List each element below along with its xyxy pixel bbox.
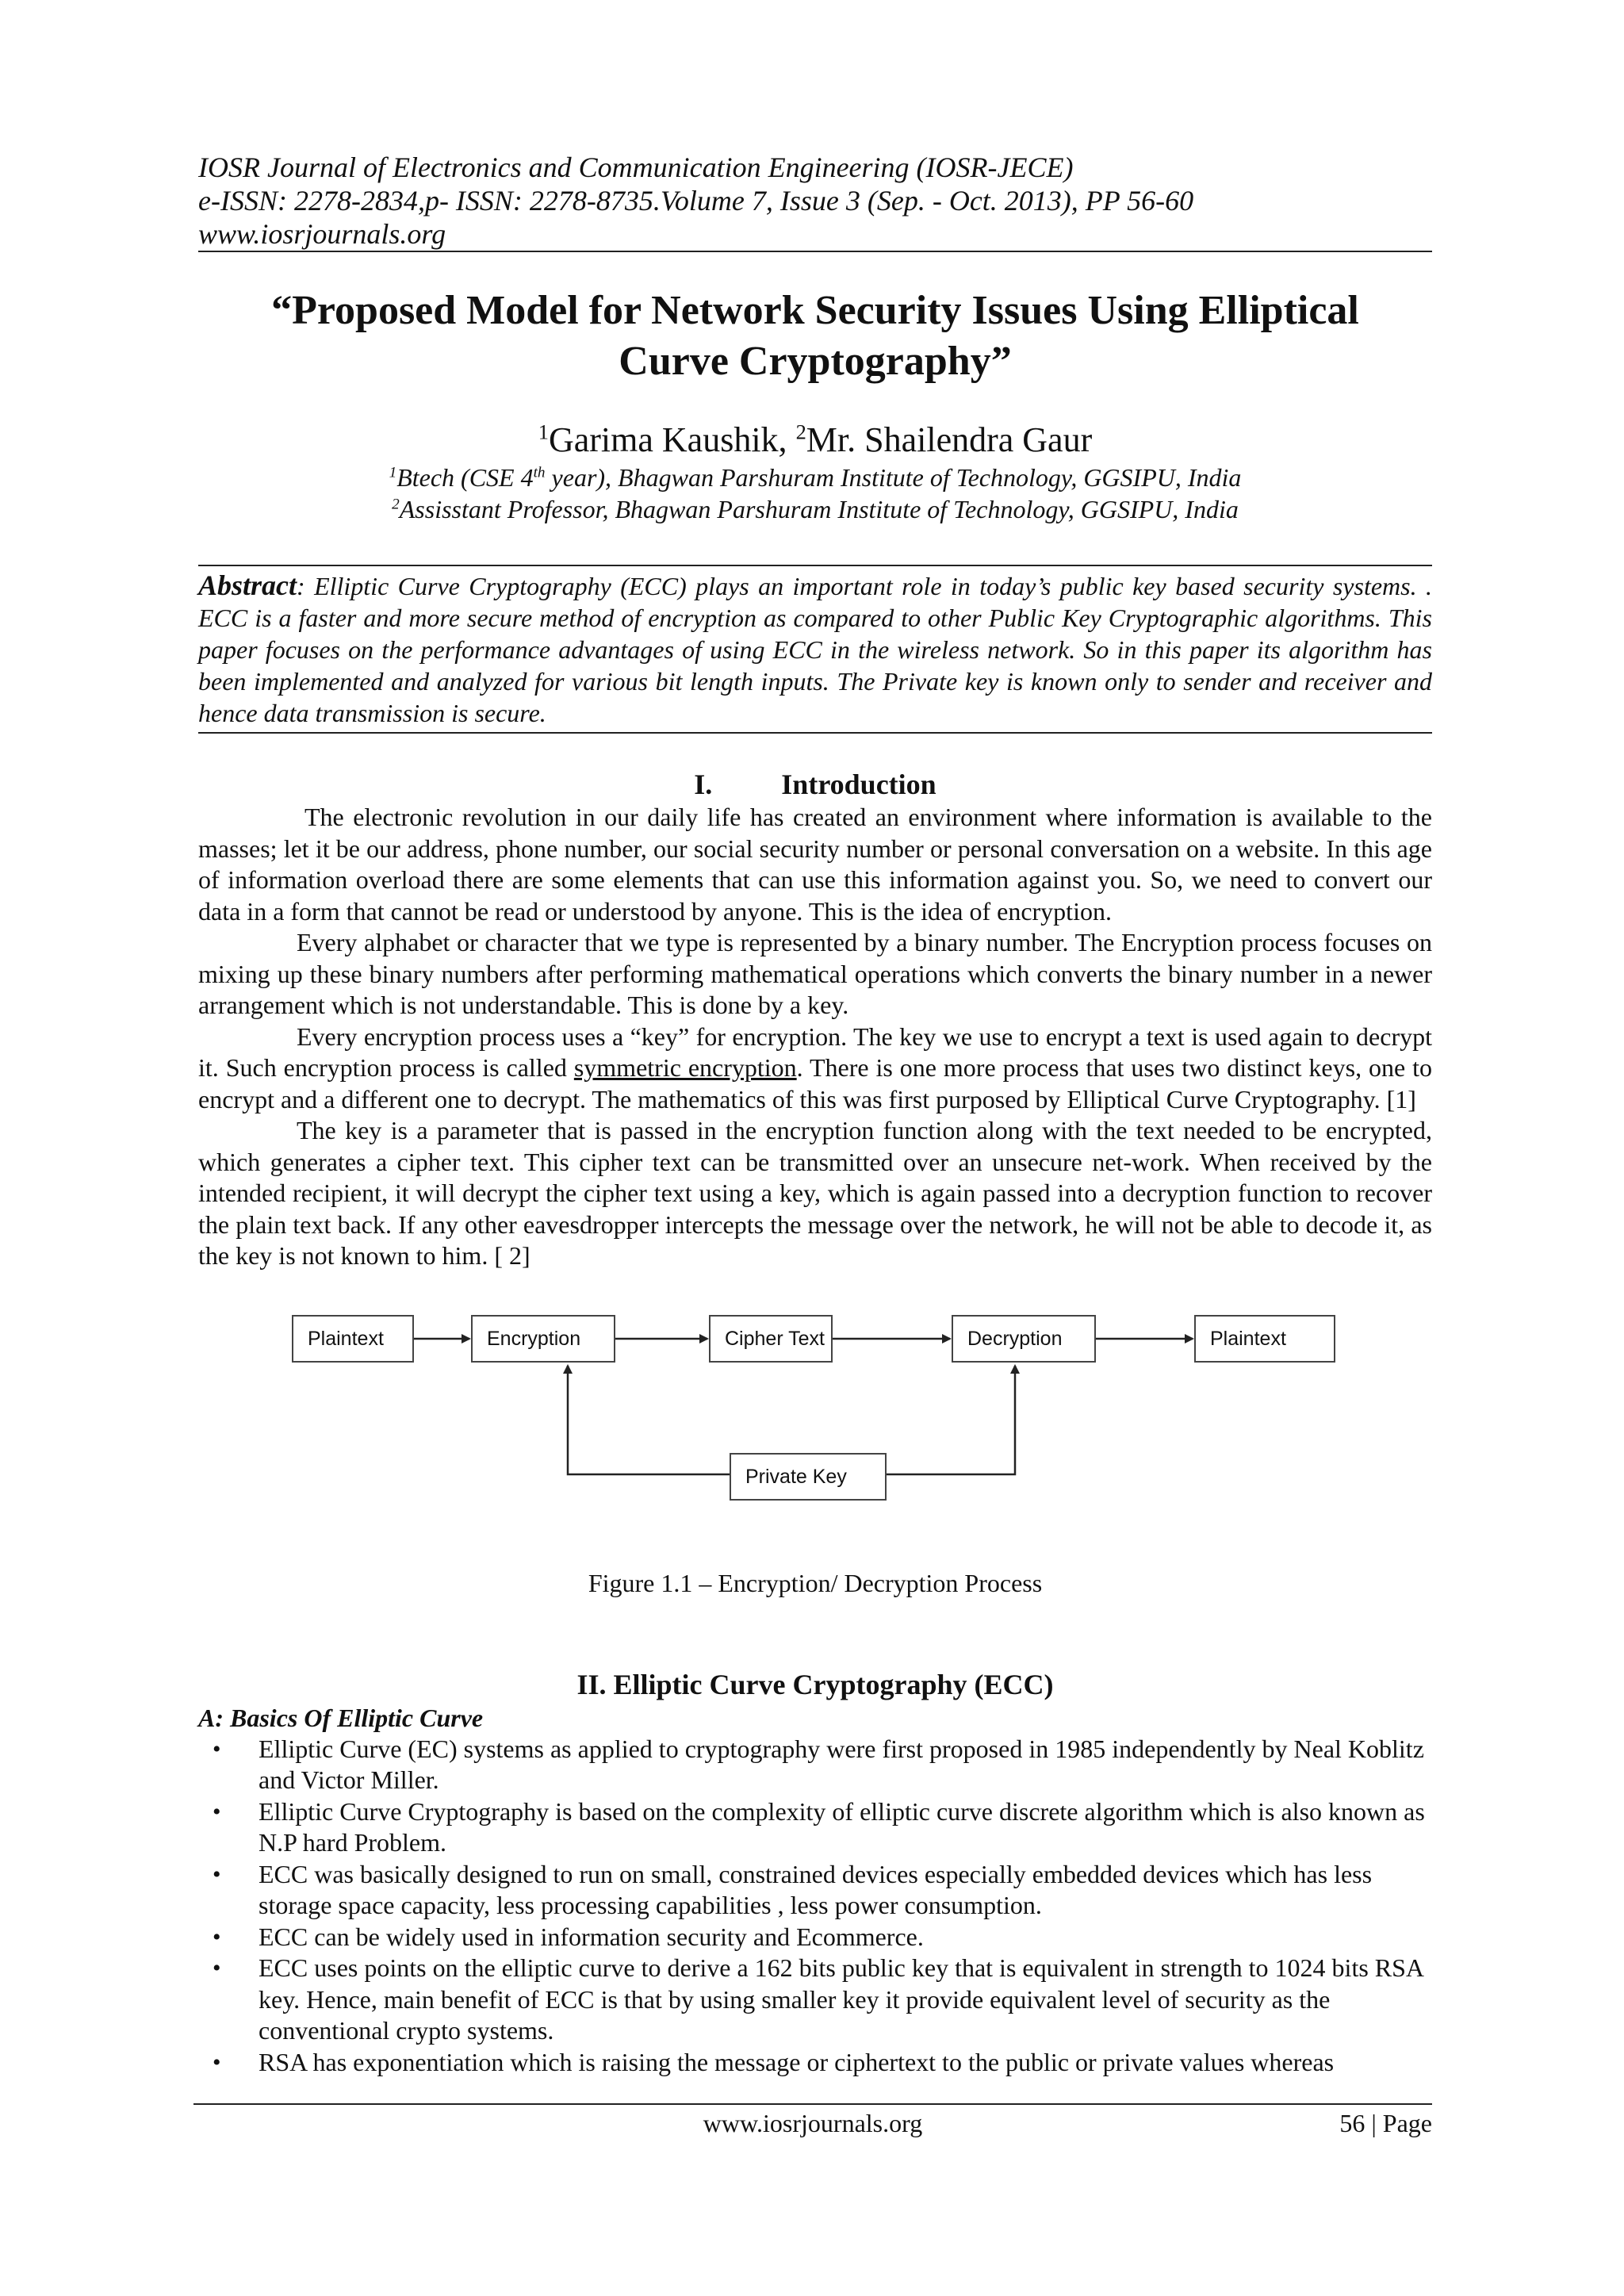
author-list [198,419,1432,462]
abstract [198,569,1432,729]
affiliation-1-text-b: year), Bhagwan Parshuram Institute of Technology, GGSIPU, India [545,463,1242,492]
intro-paragraph-3-text-b: . There is one more process that uses two distinct keys, one to encrypt and a different one to decrypt. The mathematics of this was first purposed by Elliptical Curve Cryptography. [1] [198,1053,1433,1114]
author-2-name: Mr. Shailendra Gaur [806,420,1093,459]
ecc-bullet-list [198,1734,1432,2079]
list-item [198,1922,1432,1953]
arrow-key-to-encryption [568,1366,730,1474]
footer-website[interactable]: www.iosrjournals.org [703,2109,923,2137]
bullet-glyph: • [213,1923,221,1950]
decryption-box: Decryption [952,1315,1096,1363]
private-key-box: Private Key [730,1453,887,1501]
intro-paragraph-3 [198,1022,1432,1116]
section-1-title: Introduction [781,769,936,800]
arrow-key-to-decryption [887,1366,1015,1474]
intro-paragraph-1: The electronic revolution in our daily life has created an environment where information is available to the masses; let it be our address, phone number, our social security number or personal conversation on a website. In this age of information overload there are some elements that can use this information against you. So, we need to convert our data in a form that cannot be read or understood by anyone. This is the idea of encryption. [198,803,1432,926]
abstract-bottom-rule [198,732,1432,734]
bullet-glyph: • [213,1735,221,1762]
footer-row [193,2105,1432,2141]
affiliation-1-number: 1 [389,464,397,481]
abstract-top-rule [198,565,1432,566]
page-number: 56 | Page [1339,2109,1432,2137]
list-item [198,2047,1432,2079]
figure-caption: Figure 1.1 – Encryption/ Decryption Process [588,1568,1043,1597]
list-item [198,1796,1432,1859]
subsection-a-heading: A: Basics Of Elliptic Curve [198,1703,484,1732]
section-1-number: I. [694,769,713,800]
journal-website[interactable]: www.iosrjournals.org [198,218,446,250]
affiliation-1 [198,462,1432,493]
journal-name: IOSR Journal of Electronics and Communication Engineering (IOSR-JECE) [198,151,1074,183]
symmetric-encryption-link[interactable]: symmetric encryption [573,1053,797,1082]
bullet-glyph: • [213,2049,221,2076]
list-item [198,1859,1432,1922]
intro-paragraph-2: Every alphabet or character that we type is represented by a binary number. The Encryption process focuses on mixing up these binary numbers after performing mathematical operations which converts the binary number in a newer arrangement which is not understandable. This is done by a key. [198,928,1432,1019]
list-item-text: Elliptic Curve Cryptography is based on the complexity of elliptic curve discrete algorithm which is also known as N.P hard Problem. [259,1796,1425,1857]
affiliation-2 [198,493,1432,525]
encryption-figure [198,1313,1432,1567]
list-item-text: Elliptic Curve (EC) systems as applied to cryptography were first proposed in 1985 independently by Neal Koblitz and Victor Miller. [259,1734,1424,1794]
author-1-number: 1 [538,420,549,444]
list-item-text: ECC uses points on the elliptic curve to derive a 162 bits public key that is equivalent in strength to 1024 bits RSA key. Hence, main benefit of ECC is that by using smaller key it provide equivalent level of security as the conventional crypto systems. [259,1953,1423,2045]
affiliation-2-number: 2 [392,496,400,513]
author-1-name: Garima Kaushik, [548,420,796,459]
header-rule [198,251,1432,252]
bullet-glyph: • [213,1861,221,1888]
abstract-label: Abstract [198,569,297,601]
list-item-text: ECC can be widely used in information security and Ecommerce. [259,1922,924,1951]
intro-paragraph-4: The key is a parameter that is passed in the encryption function along with the text needed to be encrypted, which generates a cipher text. This cipher text can be transmitted over an unsecure net-work. When received by the intended recipient, it will decrypt the cipher text using a key, which is again passed into a decryption function to recover the plain text back. If any other eavesdropper intercepts the message over the network, he will not be able to decode it, as the key is not known to him. [ 2] [198,1116,1432,1270]
encryption-box: Encryption [471,1315,615,1363]
issn-line: e-ISSN: 2278-2834,p- ISSN: 2278-8735.Volume 7, Issue 3 (Sep. - Oct. 2013), PP 56-60 [198,185,1194,217]
page-footer [193,2103,1432,2141]
list-item-text: RSA has exponentiation which is raising the message or ciphertext to the public or private values whereas [259,2047,1335,2076]
plaintext-box-output: Plaintext [1194,1315,1335,1363]
abstract-text-b: . . ECC is a faster and more secure method of encryption as compared to other Public Key Cryptographic algorithms. This paper focuses on the performance advantages of using ECC in the wireless network. So in this paper its algorithm has been implemented and analyzed for various bit length inputs. The Private key is known only to sender and receiver and hence data transmission is secure. [198,572,1433,727]
abstract-text-a: : Elliptic Curve Cryptography (ECC) plays an important role in today’s public key based security systems [297,572,1411,600]
title-line-2: Curve Cryptography” [619,339,1012,384]
list-item-text: ECC was basically designed to run on small, constrained devices especially embedded devices which has less storage space capacity, less processing capabilities , less power consumption. [259,1859,1373,1919]
affiliation-1-ordinal: th [533,464,546,481]
ciphertext-box: Cipher Text [709,1315,833,1363]
section-2-heading: II. Elliptic Curve Cryptography (ECC) [576,1668,1054,1700]
paper-title [198,286,1432,387]
affiliation-1-text-a: Btech (CSE 4 [396,463,534,492]
list-item [198,1734,1432,1796]
paper-page [198,151,1432,2078]
intro-paragraph-3-text-a: Every encryption process uses a “key” for encryption. The key we use to encrypt a text is used again to decrypt it. Such encryption process is called [198,1022,1432,1082]
affiliation-2-text: Assisstant Professor, Bhagwan Parshuram Institute of Technology, GGSIPU, India [399,495,1239,523]
section-1-heading [198,767,1432,802]
list-item [198,1953,1432,2047]
plaintext-box-input: Plaintext [292,1315,414,1363]
author-2-number: 2 [795,420,806,444]
bullet-glyph: • [213,1955,221,1981]
bullet-glyph: • [213,1798,221,1825]
title-line-1: “Proposed Model for Network Security Issues Using Elliptical [271,288,1359,333]
